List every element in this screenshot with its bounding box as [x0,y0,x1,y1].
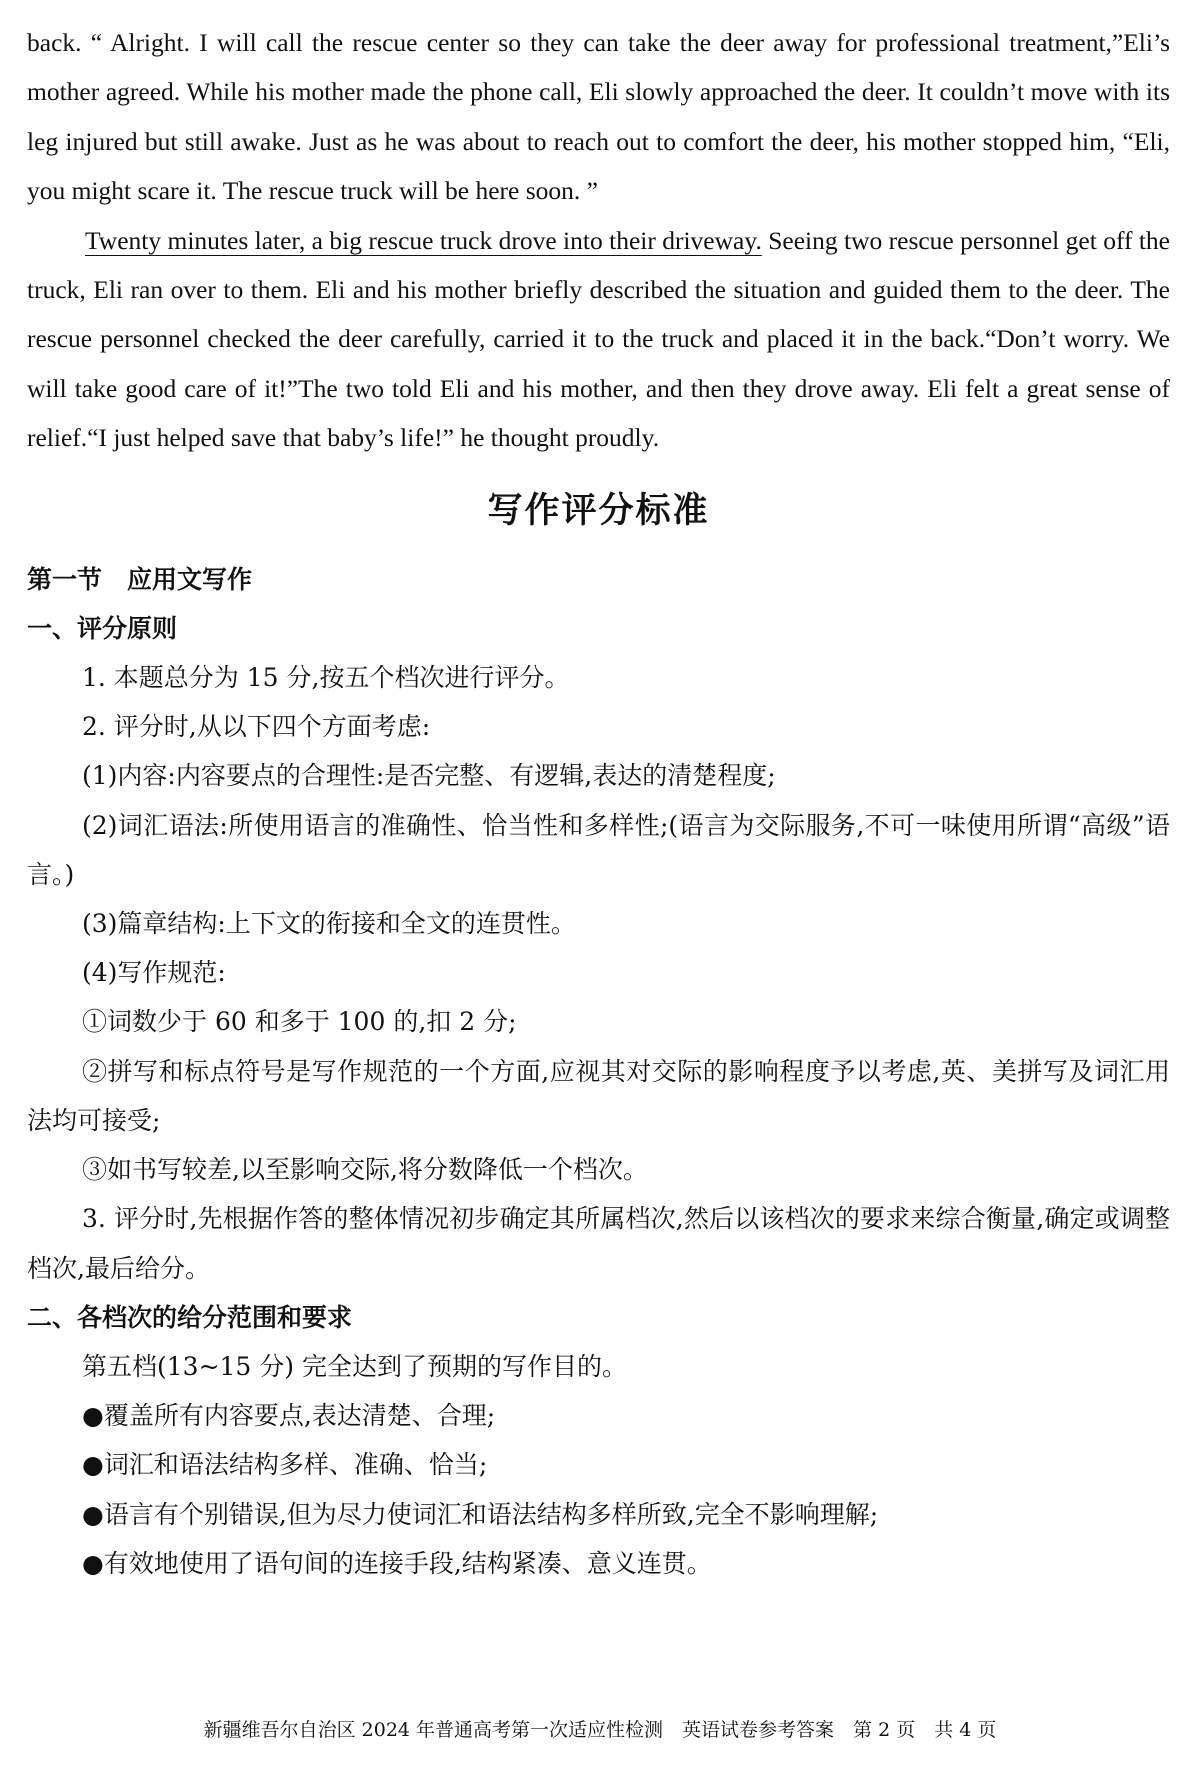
part2-heading: 二、各档次的给分范围和要求 [27,1302,353,1332]
page-footer: 新疆维吾尔自治区 2024 年普通高考第一次适应性检测 英语试卷参考答案 第 2 页 共 4 页 [203,1719,997,1741]
rubric-title: 写作评分标准 [487,490,710,531]
grade-line: ●词汇和语法结构多样、准确、恰当; [82,1450,488,1480]
rule-line: 1. 本题总分为 15 分,按五个档次进行评分。 [82,663,570,693]
rule-line: ①词数少于 60 和多于 100 的,扣 2 分; [82,1007,517,1037]
rule-line: 2. 评分时,从以下四个方面考虑: [82,712,431,742]
grade-line: 第五档(13~15 分) 完全达到了预期的写作目的。 [82,1351,627,1381]
rule-line: (3)篇章结构:上下文的衔接和全文的连贯性。 [82,909,576,939]
rule-line: 3. 评分时,先根据作答的整体情况初步确定其所属档次,然后以该档次的要求来综合衡量,确定或调整档次,最后给分。 [27,1204,1170,1283]
grade-line: ●语言有个别错误,但为尽力使词汇和语法结构多样所致,完全不影响理解; [82,1499,879,1529]
rule-line: ③如书写较差,以至影响交际,将分数降低一个档次。 [82,1155,648,1185]
part1-heading: 一、评分原则 [27,613,178,643]
rule-line: (4)写作规范: [82,958,226,988]
underlined-sentence: Twenty minutes later, a big rescue truck drove into their driveway. [85,225,762,255]
section-heading: 第一节 应用文写作 [27,564,253,594]
grade-line: ●覆盖所有内容要点,表达清楚、合理; [82,1401,496,1431]
rule-line: (2)词汇语法:所使用语言的准确性、恰当性和多样性;(语言为交际服务,不可一味使用所谓“高级”语言。) [27,810,1170,889]
rule-line: (1)内容:内容要点的合理性:是否完整、有逻辑,表达的清楚程度; [82,761,776,791]
story-paragraph-1: back. “ Alright. I will call the rescue center so they can take the deer away for professional treatment,”Eli’s mother agreed. While his mother made the phone call, Eli slowly approached the deer. It couldn’t move with its leg injured but still awake. Just as he was about to reach out to comfort the deer, his mother stopped him, “Eli, you might scare it. The rescue truck will be here soon. ” [27,28,1170,206]
grade-line: ●有效地使用了语句间的连接手段,结构紧凑、意义连贯。 [82,1548,712,1578]
story-paragraph-2 [27,216,1170,463]
story-paragraph-2-rest: Seeing two rescue personnel get off the truck, Eli ran over to them. Eli and his mother briefly described the situation and guided them to the deer. The rescue personnel checked the deer carefully, carried it to the truck and placed it in the back.“Don’t worry. We will take good care of it!”The two told Eli and his mother, and then they drove away. Eli felt a great sense of relief.“I just helped save that baby’s life!” he thought proudly. [27,225,1170,453]
rule-line: ②拼写和标点符号是写作规范的一个方面,应视其对交际的影响程度予以考虑,英、美拼写及词汇用法均可接受; [27,1056,1170,1135]
